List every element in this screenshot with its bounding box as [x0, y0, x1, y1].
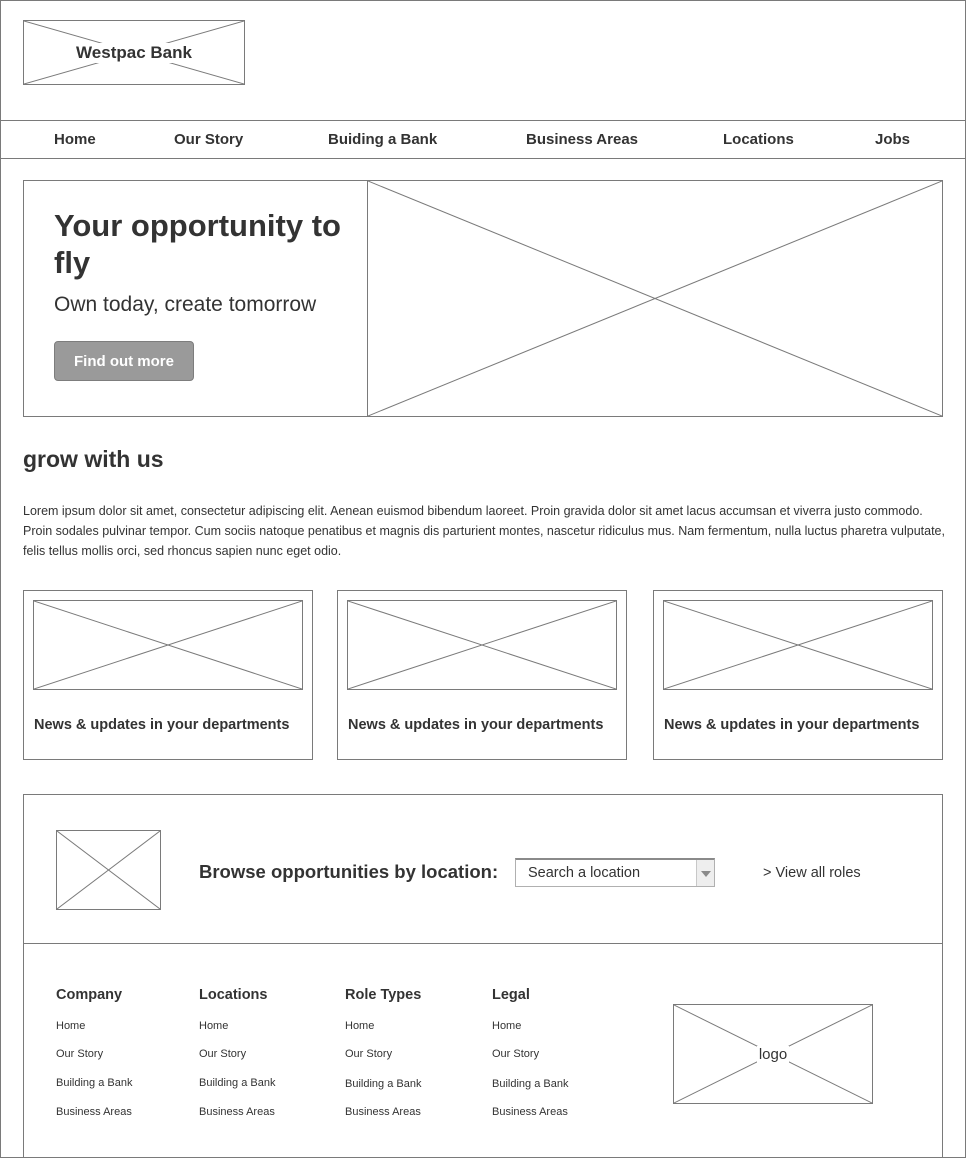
news-card-title[interactable]: News & updates in your departments [348, 717, 604, 733]
footer-link[interactable]: Business Areas [199, 1106, 275, 1118]
nav-bottom-divider [0, 158, 966, 159]
nav-item-business-areas[interactable]: Business Areas [526, 131, 639, 148]
hero-subtitle: Own today, create tomorrow [54, 293, 317, 316]
hero-title: Your opportunity to fly [54, 208, 341, 280]
footer-heading-role-types: Role Types [345, 987, 422, 1003]
placeholder-cross-icon [368, 181, 942, 416]
browse-footer-divider [23, 943, 943, 944]
news-card-title[interactable]: News & updates in your departments [664, 717, 920, 733]
find-out-more-button[interactable]: Find out more [54, 341, 194, 381]
footer-link[interactable]: Our Story [199, 1048, 247, 1060]
placeholder-cross-icon [34, 601, 302, 689]
header-logo[interactable] [23, 20, 245, 85]
browse-label: Browse opportunities by location: [199, 861, 499, 882]
footer-link[interactable]: Our Story [56, 1048, 104, 1060]
nav-item-home[interactable]: Home [54, 131, 96, 148]
news-card-title[interactable]: News & updates in your departments [34, 717, 290, 733]
footer-link[interactable]: Building a Bank [199, 1077, 276, 1089]
footer-link[interactable]: Building a Bank [56, 1077, 133, 1089]
section-heading: grow with us [23, 446, 164, 472]
footer-link[interactable]: Home [199, 1020, 229, 1032]
nav-item-building-a-bank[interactable]: Buiding a Bank [328, 131, 438, 148]
footer-link[interactable]: Business Areas [345, 1106, 421, 1118]
placeholder-cross-icon [664, 601, 932, 689]
footer-link[interactable]: Home [345, 1020, 375, 1032]
nav-item-our-story[interactable]: Our Story [174, 131, 244, 148]
footer-logo-text: logo [758, 1045, 788, 1063]
news-card-image [663, 600, 933, 690]
placeholder-cross-icon [348, 601, 616, 689]
nav-top-divider [0, 120, 966, 121]
footer-logo[interactable] [673, 1004, 873, 1104]
footer-link[interactable]: Home [56, 1020, 86, 1032]
browse-image [56, 830, 161, 910]
intro-paragraph: Lorem ipsum dolor sit amet, consectetur adipiscing elit. Aenean euismod bibendum laoreet. Proin gravida dolor sit amet lacus accumsan et viverra justo commodo. Proin sodales pulvinar tempor. Cum sociis natoque penatibus et magnis dis parturient montes, nascetur ridiculus mus. Nam fermentum, nulla luctus pharetra vulputate, felis tellus mollis orci, sed rhoncus sapien nunc eget odio. [23, 504, 945, 558]
footer-link[interactable]: Business Areas [56, 1106, 132, 1118]
nav-item-locations[interactable]: Locations [723, 131, 794, 148]
footer-heading-company: Company [56, 987, 123, 1003]
location-select[interactable] [515, 858, 715, 887]
hero-image [367, 180, 943, 417]
nav-item-jobs[interactable]: Jobs [875, 131, 911, 148]
news-card-image [347, 600, 617, 690]
footer-heading-legal: Legal [492, 987, 530, 1003]
header-logo-text: Westpac Bank [24, 21, 244, 84]
footer-link[interactable]: Our Story [492, 1048, 540, 1060]
footer-heading-locations: Locations [199, 987, 268, 1003]
footer-link[interactable]: Building a Bank [345, 1078, 422, 1090]
location-select-value: Search a location [528, 865, 641, 881]
footer-link[interactable]: Our Story [345, 1048, 393, 1060]
footer-link[interactable]: Building a Bank [492, 1078, 569, 1090]
view-all-roles-link[interactable]: > View all roles [763, 865, 861, 881]
footer-link[interactable]: Home [492, 1020, 522, 1032]
chevron-down-icon[interactable] [696, 860, 714, 886]
footer-link[interactable]: Business Areas [492, 1106, 568, 1118]
placeholder-cross-icon [57, 831, 160, 909]
news-card-image [33, 600, 303, 690]
